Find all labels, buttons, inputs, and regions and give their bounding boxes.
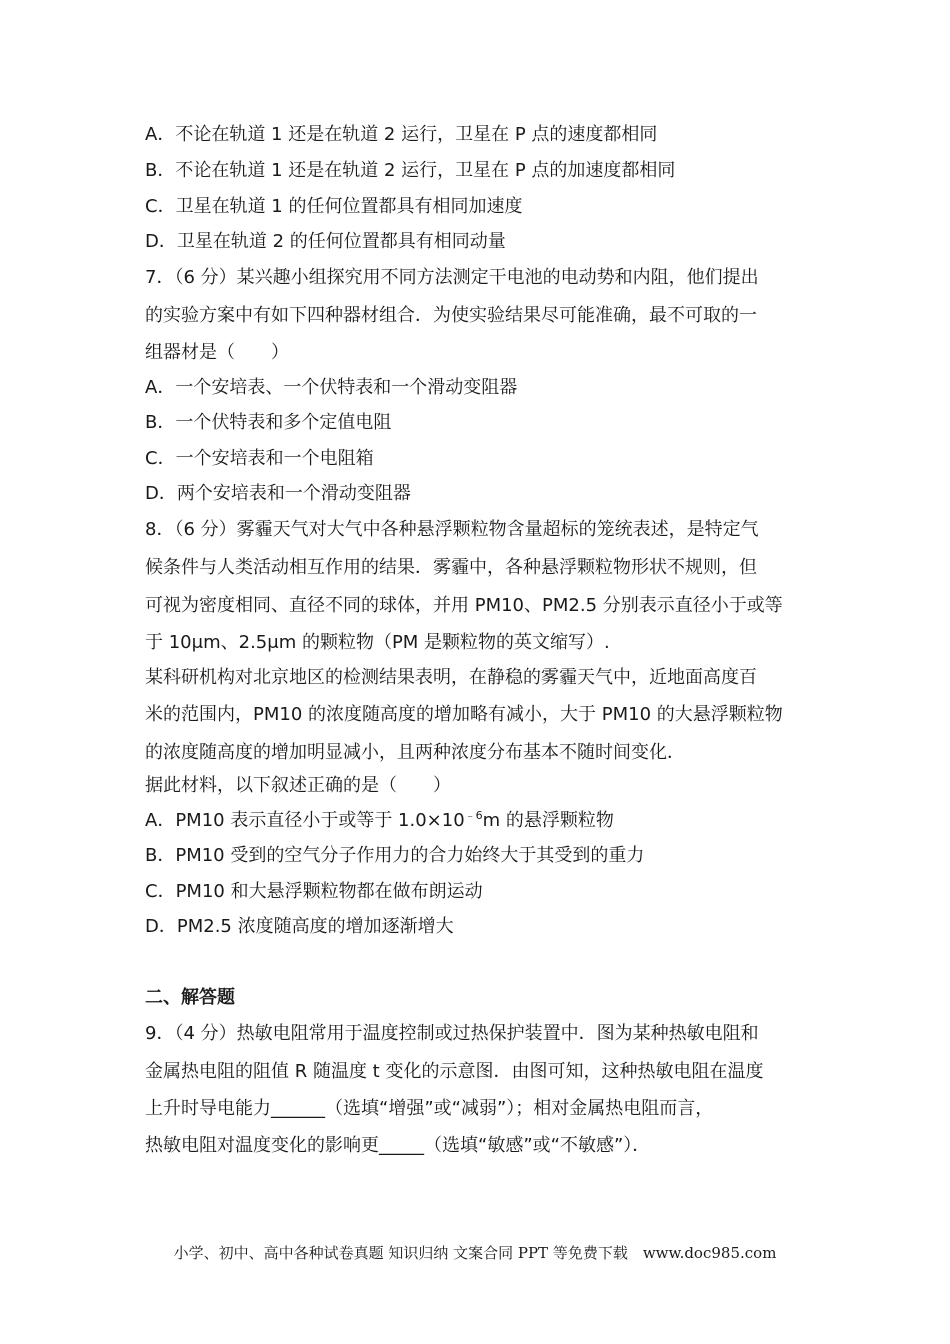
section-heading: 二、解答题 <box>145 987 235 1008</box>
q6-option-d: D．卫星在轨道 2 的任何位置都具有相同动量 <box>145 231 506 252</box>
q7-stem-line-2: 的实验方案中有如下四种器材组合．为使实验结果尽可能准确，最不可取的一 <box>145 305 757 326</box>
q6-option-b: B．不论在轨道 1 还是在轨道 2 运行，卫星在 P 点的加速度都相同 <box>145 160 676 181</box>
q6-option-a: A．不论在轨道 1 还是在轨道 2 运行，卫星在 P 点的速度都相同 <box>145 124 658 145</box>
q9-stem-line-2: 金属热电阻的阻值 R 随温度 t 变化的示意图．由图可知，这种热敏电阻在温度 <box>145 1061 764 1082</box>
q8-stem-line-1: 8．（6 分）雾霾天气对大气中各种悬浮颗粒物含量超标的笼统表述，是特定气 <box>145 519 759 540</box>
q7-option-d: D．两个安培表和一个滑动变阻器 <box>145 483 411 504</box>
q8-stem-line-3: 可视为密度相同、直径不同的球体，并用 PM10、PM2.5 分别表示直径小于或等 <box>145 595 783 616</box>
page-footer: 小学、初中、高中各种试卷真题 知识归纳 文案合同 PPT 等免费下载 www.doc985.com <box>173 1244 777 1262</box>
q9-stem-line-4: 热敏电阻对温度变化的影响更_____（选填“敏感”或“不敏感”）． <box>145 1135 651 1156</box>
q8-option-a <box>145 809 815 833</box>
q6-option-c: C．卫星在轨道 1 的任何位置都具有相同加速度 <box>145 196 523 217</box>
q8-stem-line-8: 据此材料，以下叙述正确的是（ ） <box>145 775 451 796</box>
q8-stem-line-5: 某科研机构对北京地区的检测结果表明，在静稳的雾霾天气中，近地面高度百 <box>145 667 757 688</box>
q8-stem-line-6: 米的范围内，PM10 的浓度随高度的增加略有减小，大于 PM10 的大悬浮颗粒物 <box>145 704 783 725</box>
q9-stem-line-1: 9．（4 分）热敏电阻常用于温度控制或过热保护装置中．图为某种热敏电阻和 <box>145 1023 759 1044</box>
q8-stem-line-2: 候条件与人类活动相互作用的结果．雾霾中，各种悬浮颗粒物形状不规则，但 <box>145 557 757 578</box>
q8-option-a-exponent: ﹣6 <box>464 809 483 822</box>
q8-stem-line-7: 的浓度随高度的增加明显减小，且两种浓度分布基本不随时间变化． <box>145 742 685 763</box>
q8-option-c: C．PM10 和大悬浮颗粒物都在做布朗运动 <box>145 881 483 902</box>
q8-option-d: D．PM2.5 浓度随高度的增加逐渐增大 <box>145 916 454 937</box>
q8-option-b: B．PM10 受到的空气分子作用力的合力始终大于其受到的重力 <box>145 845 645 866</box>
q7-option-b: B．一个伏特表和多个定值电阻 <box>145 412 392 433</box>
q7-stem-line-1: 7．（6 分）某兴趣小组探究用不同方法测定干电池的电动势和内阻，他们提出 <box>145 267 759 288</box>
q7-stem-line-3: 组器材是（ ） <box>145 342 289 363</box>
q7-option-c: C．一个安培表和一个电阻箱 <box>145 448 374 469</box>
q8-option-a-text: A．PM10 表示直径小于或等于 1.0×10 <box>145 810 465 831</box>
q9-stem-line-3: 上升时导电能力______（选填“增强”或“减弱”）；相对金属热电阻而言， <box>145 1098 714 1119</box>
q8-option-a-text-end: m 的悬浮颗粒物 <box>482 810 614 831</box>
q8-stem-line-4: 于 10μm、2.5μm 的颗粒物（PM 是颗粒物的英文缩写）. <box>145 632 610 653</box>
q7-option-a: A．一个安培表、一个伏特表和一个滑动变阻器 <box>145 377 518 398</box>
